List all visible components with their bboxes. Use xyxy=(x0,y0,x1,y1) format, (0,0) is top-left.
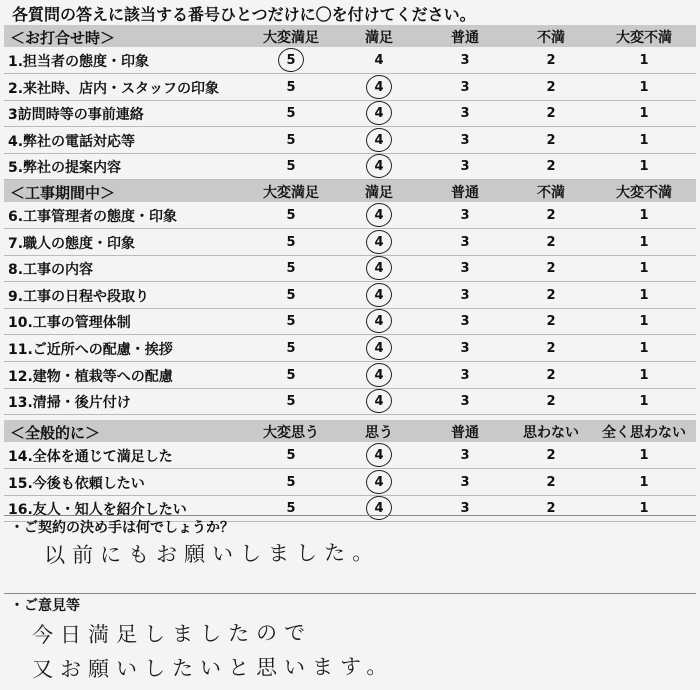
rating-option[interactable]: 3 xyxy=(460,448,470,463)
question-row xyxy=(4,202,696,229)
question-row xyxy=(4,308,696,335)
rating-option[interactable]: 4 xyxy=(374,132,384,148)
question-row xyxy=(4,74,696,101)
selected-circle-mark xyxy=(364,281,394,309)
selected-circle-mark xyxy=(364,441,394,469)
rating-option[interactable]: 3 xyxy=(460,341,470,356)
selected-circle-mark xyxy=(364,254,394,282)
selected-circle-mark xyxy=(364,334,394,362)
scale-label: 不満 xyxy=(537,30,565,46)
scale-label: 普通 xyxy=(451,185,479,201)
rating-option[interactable]: 1 xyxy=(639,261,649,277)
rating-option[interactable]: 2 xyxy=(546,448,556,463)
question-row xyxy=(4,469,696,496)
rating-option[interactable]: 3 xyxy=(460,287,470,303)
rating-option[interactable]: 2 xyxy=(546,394,556,410)
rating-option[interactable]: 1 xyxy=(639,287,649,303)
rating-option[interactable]: 2 xyxy=(546,106,556,122)
rating-option[interactable]: 1 xyxy=(639,53,649,68)
section-header xyxy=(4,420,696,442)
rating-option[interactable]: 4 xyxy=(374,234,384,250)
decision-box xyxy=(4,515,696,592)
rating-option[interactable]: 1 xyxy=(639,448,649,463)
rating-option[interactable]: 1 xyxy=(639,474,649,490)
scale-label: 思う xyxy=(365,425,393,441)
rating-option[interactable]: 4 xyxy=(374,287,384,303)
rating-option[interactable]: 3 xyxy=(460,394,470,410)
question-row xyxy=(4,127,696,154)
section-header xyxy=(4,25,696,47)
rating-option[interactable]: 5 xyxy=(286,314,296,330)
rating-option[interactable]: 1 xyxy=(639,234,649,250)
section-header xyxy=(4,180,696,202)
rating-option[interactable]: 3 xyxy=(460,79,470,95)
scale-label: 大変不満 xyxy=(616,185,672,201)
rating-option[interactable]: 5 xyxy=(286,234,296,250)
rating-option[interactable]: 1 xyxy=(639,314,649,330)
opinion-line-1-handwritten: 今日満足しましたので xyxy=(31,620,313,648)
rating-option[interactable]: 3 xyxy=(460,234,470,250)
question-row xyxy=(4,100,696,127)
rating-option[interactable]: 5 xyxy=(286,367,296,383)
question-label: 2.来社時、店内・スタッフの印象 xyxy=(8,80,220,97)
rating-option[interactable]: 4 xyxy=(374,261,384,277)
question-row xyxy=(4,388,696,415)
question-label: 5.弊社の提案内容 xyxy=(8,160,122,177)
scale-label: 思わない xyxy=(523,425,579,441)
rating-option[interactable]: 2 xyxy=(546,159,556,175)
instruction-text: 各質問の答えに該当する番号ひとつだけに〇を付けてください。 xyxy=(12,5,476,24)
question-label: 7.職人の態度・印象 xyxy=(8,235,136,252)
rating-option[interactable]: 4 xyxy=(374,394,384,410)
scale-label: 大変満足 xyxy=(263,185,319,201)
scale-label: 大変満足 xyxy=(263,30,319,46)
selected-circle-mark xyxy=(364,228,394,256)
rating-option[interactable]: 1 xyxy=(639,367,649,383)
rating-option[interactable]: 2 xyxy=(546,234,556,250)
rating-option[interactable]: 2 xyxy=(546,314,556,330)
scale-label: 満足 xyxy=(365,185,393,201)
question-label: 11.ご近所への配慮・挨拶 xyxy=(8,342,173,358)
rating-option[interactable]: 4 xyxy=(374,341,384,356)
question-label: 15.今後も依頼したい xyxy=(8,475,145,492)
scale-label: 全く思わない xyxy=(602,425,686,441)
rating-option[interactable]: 3 xyxy=(460,208,470,223)
scale-label: 普通 xyxy=(451,425,479,441)
rating-option[interactable]: 1 xyxy=(639,394,649,410)
opinion-box xyxy=(4,593,696,689)
question-row xyxy=(4,362,696,389)
rating-option[interactable]: 5 xyxy=(286,53,296,68)
question-row xyxy=(4,282,696,309)
question-row xyxy=(4,153,696,180)
rating-option[interactable]: 3 xyxy=(460,53,470,68)
question-label: 4.弊社の電話対応等 xyxy=(8,133,136,150)
rating-option[interactable]: 2 xyxy=(546,367,556,383)
selected-circle-mark xyxy=(364,361,394,389)
rating-option[interactable]: 4 xyxy=(374,53,384,68)
scale-label: 大変思う xyxy=(263,425,319,441)
rating-option[interactable]: 2 xyxy=(546,341,556,356)
rating-option[interactable]: 2 xyxy=(546,474,556,490)
rating-option[interactable]: 3 xyxy=(460,474,470,490)
rating-option[interactable]: 1 xyxy=(639,132,649,148)
question-label: 8.工事の内容 xyxy=(8,262,94,279)
rating-option[interactable]: 3 xyxy=(460,501,470,517)
selected-circle-mark xyxy=(364,126,394,154)
rating-option[interactable]: 2 xyxy=(546,132,556,148)
section-title: ＜工事期間中＞ xyxy=(10,184,116,202)
selected-circle-mark xyxy=(364,387,394,415)
rating-option[interactable]: 1 xyxy=(639,501,649,517)
rating-option[interactable]: 3 xyxy=(460,261,470,277)
question-row xyxy=(4,335,696,362)
rating-option[interactable]: 5 xyxy=(286,208,296,223)
question-row xyxy=(4,47,696,74)
decision-answer-handwritten: 以前にもお願いしました。 xyxy=(43,540,381,568)
rating-option[interactable]: 4 xyxy=(374,314,384,330)
rating-option[interactable]: 5 xyxy=(286,159,296,175)
rating-option[interactable]: 4 xyxy=(374,79,384,95)
rating-option[interactable]: 4 xyxy=(374,106,384,122)
selected-circle-mark xyxy=(364,468,394,496)
rating-option[interactable]: 4 xyxy=(374,501,384,517)
question-label: 10.工事の管理体制 xyxy=(8,315,131,332)
section-title: ＜全般的に＞ xyxy=(10,424,101,442)
question-row xyxy=(4,255,696,282)
section-title: ＜お打合せ時＞ xyxy=(10,29,116,47)
rating-option[interactable]: 5 xyxy=(286,287,296,303)
rating-option[interactable]: 1 xyxy=(639,341,649,356)
question-label: 13.清掃・後片付け xyxy=(8,395,131,412)
selected-circle-mark xyxy=(364,201,394,229)
scale-label: 不満 xyxy=(537,185,565,201)
rating-option[interactable]: 2 xyxy=(546,287,556,303)
rating-option[interactable]: 3 xyxy=(460,159,470,175)
rating-option[interactable]: 3 xyxy=(460,106,470,122)
scale-label: 普通 xyxy=(451,30,479,46)
rating-option[interactable]: 4 xyxy=(374,474,384,490)
scale-label: 満足 xyxy=(365,30,393,46)
rating-option[interactable]: 4 xyxy=(374,208,384,223)
scale-label: 大変不満 xyxy=(616,30,672,46)
rating-option[interactable]: 5 xyxy=(286,394,296,410)
rating-option[interactable]: 5 xyxy=(286,501,296,517)
rating-option[interactable]: 3 xyxy=(460,132,470,148)
rating-option[interactable]: 1 xyxy=(639,106,649,122)
rating-option[interactable]: 3 xyxy=(460,314,470,330)
rating-option[interactable]: 5 xyxy=(286,448,296,463)
rating-option[interactable]: 5 xyxy=(286,106,296,122)
question-label: 1.担当者の態度・印象 xyxy=(8,54,150,70)
rating-option[interactable]: 5 xyxy=(286,79,296,95)
question-label: 14.全体を通じて満足した xyxy=(8,449,173,465)
rating-option[interactable]: 4 xyxy=(374,448,384,463)
rating-option[interactable]: 4 xyxy=(374,159,384,175)
selected-circle-mark xyxy=(364,307,394,335)
selected-circle-mark xyxy=(276,46,306,74)
opinion-label: ・ご意見等 xyxy=(10,598,80,614)
rating-option[interactable]: 3 xyxy=(460,367,470,383)
selected-circle-mark xyxy=(364,152,394,180)
rating-option[interactable]: 1 xyxy=(639,79,649,95)
decision-question: ・ご契約の決め手は何でしょうか？ xyxy=(10,520,234,536)
selected-circle-mark xyxy=(364,99,394,127)
rating-option[interactable]: 1 xyxy=(639,159,649,175)
rating-option[interactable]: 4 xyxy=(374,367,384,383)
rating-option[interactable]: 2 xyxy=(546,53,556,68)
rating-option[interactable]: 5 xyxy=(286,261,296,277)
rating-option[interactable]: 2 xyxy=(546,79,556,95)
rating-option[interactable]: 2 xyxy=(546,261,556,277)
rating-option[interactable]: 5 xyxy=(286,132,296,148)
rating-option[interactable]: 2 xyxy=(546,208,556,223)
question-label: 9.工事の日程や段取り xyxy=(8,288,150,305)
question-row xyxy=(4,442,696,469)
rating-option[interactable]: 2 xyxy=(546,501,556,517)
rating-option[interactable]: 5 xyxy=(286,341,296,356)
question-label: 3訪問時等の事前連絡 xyxy=(8,107,144,124)
rating-option[interactable]: 5 xyxy=(286,474,296,490)
opinion-line-2-handwritten: 又お願いしたいと思います。 xyxy=(31,654,395,682)
question-label: 12.建物・植栽等への配慮 xyxy=(8,368,173,385)
question-label: 6.工事管理者の態度・印象 xyxy=(8,209,178,225)
question-label: 16.友人・知人を紹介したい xyxy=(8,502,187,519)
question-row xyxy=(4,229,696,256)
selected-circle-mark xyxy=(364,73,394,101)
rating-option[interactable]: 1 xyxy=(639,208,649,223)
